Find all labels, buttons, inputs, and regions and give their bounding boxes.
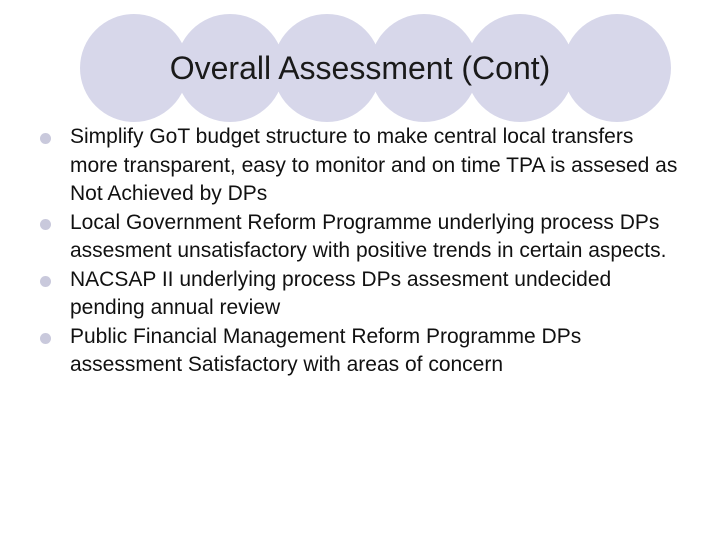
bullet-item (40, 209, 680, 266)
bullet-text: Simplify GoT budget structure to make central local transfers more transparent, easy to monitor and on time TPA is assesed as Not Achieved by DPs (70, 125, 678, 205)
bullet-dot-icon (40, 333, 51, 344)
bullet-dot-icon (40, 133, 51, 144)
slide-title: Overall Assessment (Cont) (169, 50, 551, 86)
bullet-item (40, 123, 680, 209)
bullet-text: Local Government Reform Programme underlying process DPs assesment unsatisfactory with positive trends in certain aspects. (70, 210, 667, 262)
bullet-item (40, 323, 680, 380)
bullet-list (40, 123, 680, 380)
bullet-text: Public Financial Management Reform Programme DPs assessment Satisfactory with areas of concern (70, 324, 582, 376)
bullet-text: NACSAP II underlying process DPs assesment undecided pending annual review (70, 267, 612, 319)
bullet-dot-icon (40, 276, 51, 287)
bullet-item (40, 266, 680, 323)
bullet-dot-icon (40, 219, 51, 230)
